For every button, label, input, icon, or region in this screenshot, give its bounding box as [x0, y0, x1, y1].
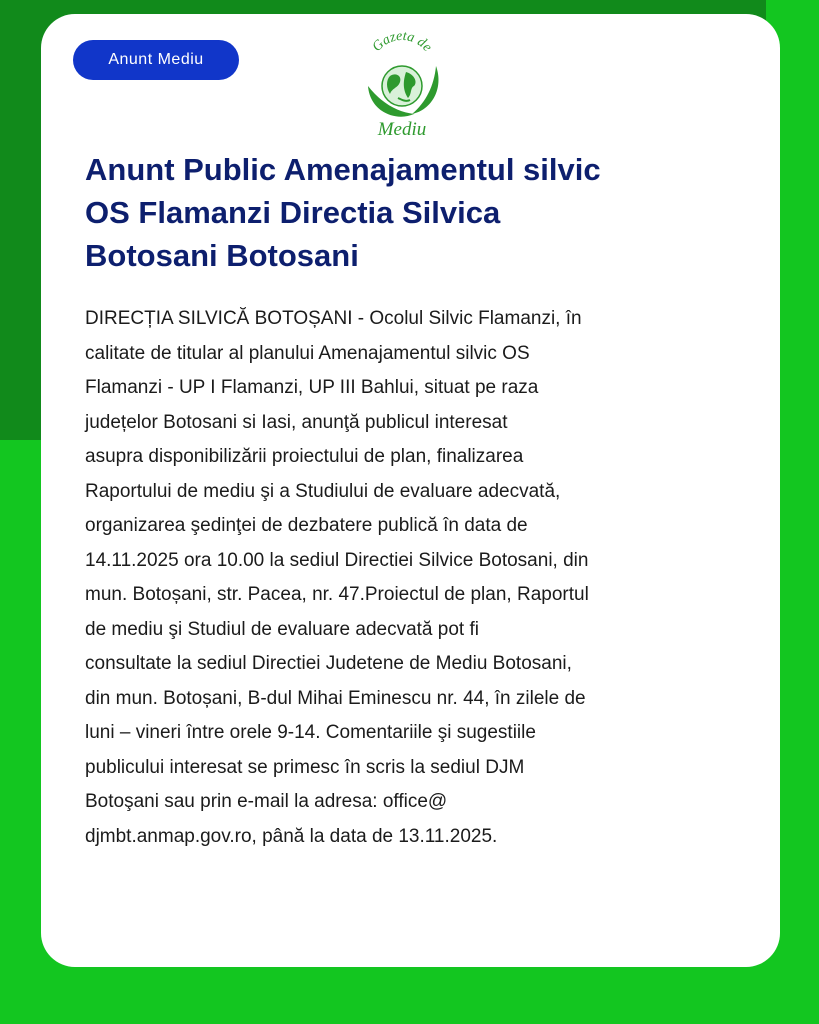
- body-line: publicului interesat se primesc în scris la sediul DJM: [85, 756, 525, 778]
- gazeta-de-mediu-logo: [358, 28, 446, 138]
- body-line: Raportului de mediu şi a Studiului de evaluare adecvată,: [85, 480, 561, 502]
- category-badge[interactable]: Anunt Mediu: [73, 40, 239, 80]
- title-line: Anunt Public Amenajamentul silvic: [85, 152, 601, 187]
- globe-leaf-icon: [368, 66, 439, 117]
- svg-text:Gazeta de: [370, 29, 435, 55]
- body-line: Botoşani sau prin e-mail la adresa: office@: [85, 791, 448, 812]
- body-line: consultate la sediul Directiei Judetene de Mediu Botosani,: [85, 653, 572, 674]
- logo-text-top: Gazeta de: [369, 28, 435, 55]
- body-line: luni – vineri între orele 9-14. Comentariile şi sugestiile: [85, 722, 536, 743]
- body-line: mun. Botoșani, str. Pacea, nr. 47.Proiectul de plan, Raportul: [85, 584, 589, 605]
- body-line: organizarea şedinţei de dezbatere publică în data de: [85, 515, 528, 536]
- article-title: [85, 148, 745, 277]
- logo-text-bottom: Mediu: [377, 119, 427, 138]
- body-line: județelor Botosani si Iasi, anunţă publicul interesat: [85, 411, 508, 433]
- body-line: Flamanzi - UP I Flamanzi, UP III Bahlui, situat pe raza: [85, 377, 539, 398]
- announcement-card: [41, 14, 780, 967]
- body-line: djmbt.anmap.gov.ro, până la data de 13.11.2025.: [85, 825, 498, 847]
- body-line: 14.11.2025 ora 10.00 la sediul Directiei Silvice Botosani, din: [85, 549, 589, 571]
- title-line: Botosani Botosani: [85, 238, 359, 273]
- body-line: calitate de titular al planului Amenajamentul silvic OS: [85, 342, 530, 364]
- title-line: OS Flamanzi Directia Silvica: [85, 195, 501, 230]
- body-line: DIRECȚIA SILVICĂ BOTOȘANI - Ocolul Silvic Flamanzi, în: [85, 308, 582, 329]
- body-line: din mun. Botoșani, B-dul Mihai Eminescu nr. 44, în zilele de: [85, 687, 586, 709]
- body-line: asupra disponibilizării proiectului de plan, finalizarea: [85, 446, 524, 467]
- article-body: [85, 302, 745, 854]
- body-line: de mediu şi Studiul de evaluare adecvată pot fi: [85, 618, 479, 640]
